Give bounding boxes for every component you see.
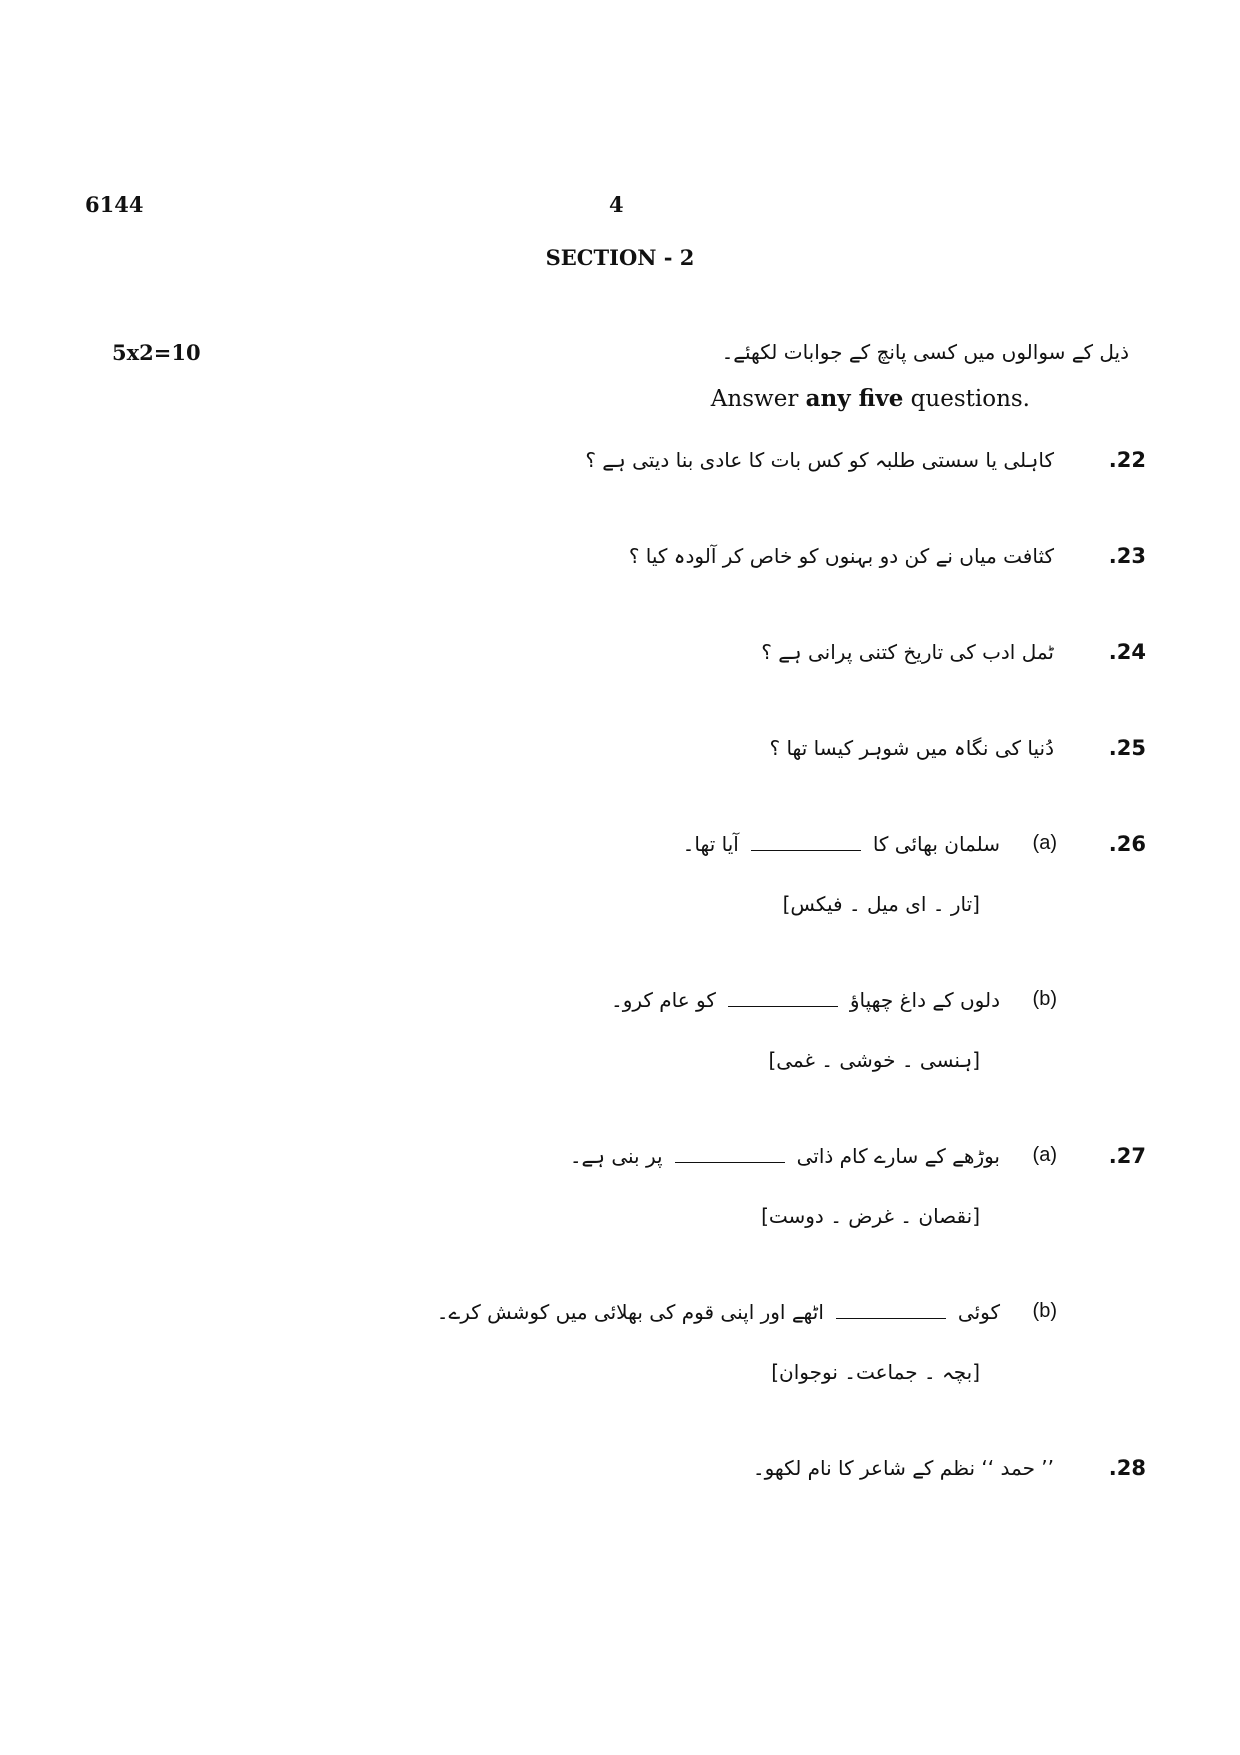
question-27b-label: (b) bbox=[1032, 1300, 1057, 1322]
question-22-text: کاہلی یا سستی طلبہ کو کس بات کا عادی بنا دیتی ہے ؟ bbox=[585, 448, 1054, 472]
question-26-number: .26 bbox=[1108, 832, 1146, 856]
question-27a-after: پر بنی ہے۔ bbox=[569, 1144, 663, 1168]
answer-blank bbox=[728, 1005, 838, 1007]
section-title: SECTION - 2 bbox=[545, 245, 695, 270]
question-27b-text bbox=[437, 1300, 1000, 1324]
question-27b-before: کوئی bbox=[957, 1300, 1000, 1324]
instruction-prefix: Answer bbox=[710, 386, 806, 412]
question-25-text: دُنیا کی نگاہ میں شوہر کیسا تھا ؟ bbox=[769, 736, 1054, 760]
question-27a-label: (a) bbox=[1032, 1144, 1057, 1166]
question-27b-after: اٹھے اور اپنی قوم کی بھلائی میں کوشش کرے۔ bbox=[436, 1300, 824, 1324]
question-27a-before: بوڑھے کے سارے کام ذاتی bbox=[796, 1144, 1000, 1168]
question-26a-after: آیا تھا۔ bbox=[682, 832, 739, 856]
page-number: 4 bbox=[609, 192, 624, 217]
answer-blank bbox=[675, 1161, 785, 1163]
question-27a-text bbox=[570, 1144, 1000, 1168]
answer-blank bbox=[751, 849, 861, 851]
instruction-emphasis: any five bbox=[805, 385, 904, 412]
question-26b-label: (b) bbox=[1032, 988, 1057, 1010]
question-26b-text bbox=[611, 988, 1000, 1012]
paper-code: 6144 bbox=[85, 192, 144, 217]
question-23-number: .23 bbox=[1108, 544, 1146, 568]
instruction-urdu: ذیل کے سوالوں میں کسی پانچ کے جوابات لکھئے۔ bbox=[721, 340, 1129, 364]
question-28-number: .28 bbox=[1108, 1456, 1146, 1480]
instruction-suffix: questions. bbox=[903, 386, 1030, 412]
question-24-text: ٹمل ادب کی تاریخ کتنی پرانی ہے ؟ bbox=[761, 640, 1054, 664]
question-24-number: .24 bbox=[1108, 640, 1146, 664]
question-27b-options: [بچہ ۔ جماعت۔ نوجوان] bbox=[771, 1360, 980, 1384]
question-22-number: .22 bbox=[1108, 448, 1146, 472]
question-26b-before: دلوں کے داغ چھپاؤ bbox=[849, 988, 1000, 1012]
question-26a-before: سلمان بھائی کا bbox=[872, 832, 1000, 856]
question-27a-options: [نقصان ۔ غرض ۔ دوست] bbox=[761, 1204, 980, 1228]
question-25-number: .25 bbox=[1108, 736, 1146, 760]
question-28-text: ’’ حمد ‘‘ نظم کے شاعر کا نام لکھو۔ bbox=[752, 1456, 1054, 1480]
question-26a-options: [تار ۔ ای میل ۔ فیکس] bbox=[782, 892, 980, 916]
question-26a-text bbox=[683, 832, 1000, 856]
answer-blank bbox=[836, 1317, 946, 1319]
question-27-number: .27 bbox=[1108, 1144, 1146, 1168]
instruction-english bbox=[711, 385, 1030, 412]
marks-allocation: 5x2=10 bbox=[112, 340, 201, 365]
question-26b-options: [ہنسی ۔ خوشی ۔ غمی] bbox=[768, 1048, 980, 1072]
question-26b-after: کو عام کرو۔ bbox=[610, 988, 716, 1012]
question-26a-label: (a) bbox=[1032, 832, 1057, 854]
question-23-text: کثافت میاں نے کن دو بہنوں کو خاص کر آلودہ کیا ؟ bbox=[628, 544, 1054, 568]
